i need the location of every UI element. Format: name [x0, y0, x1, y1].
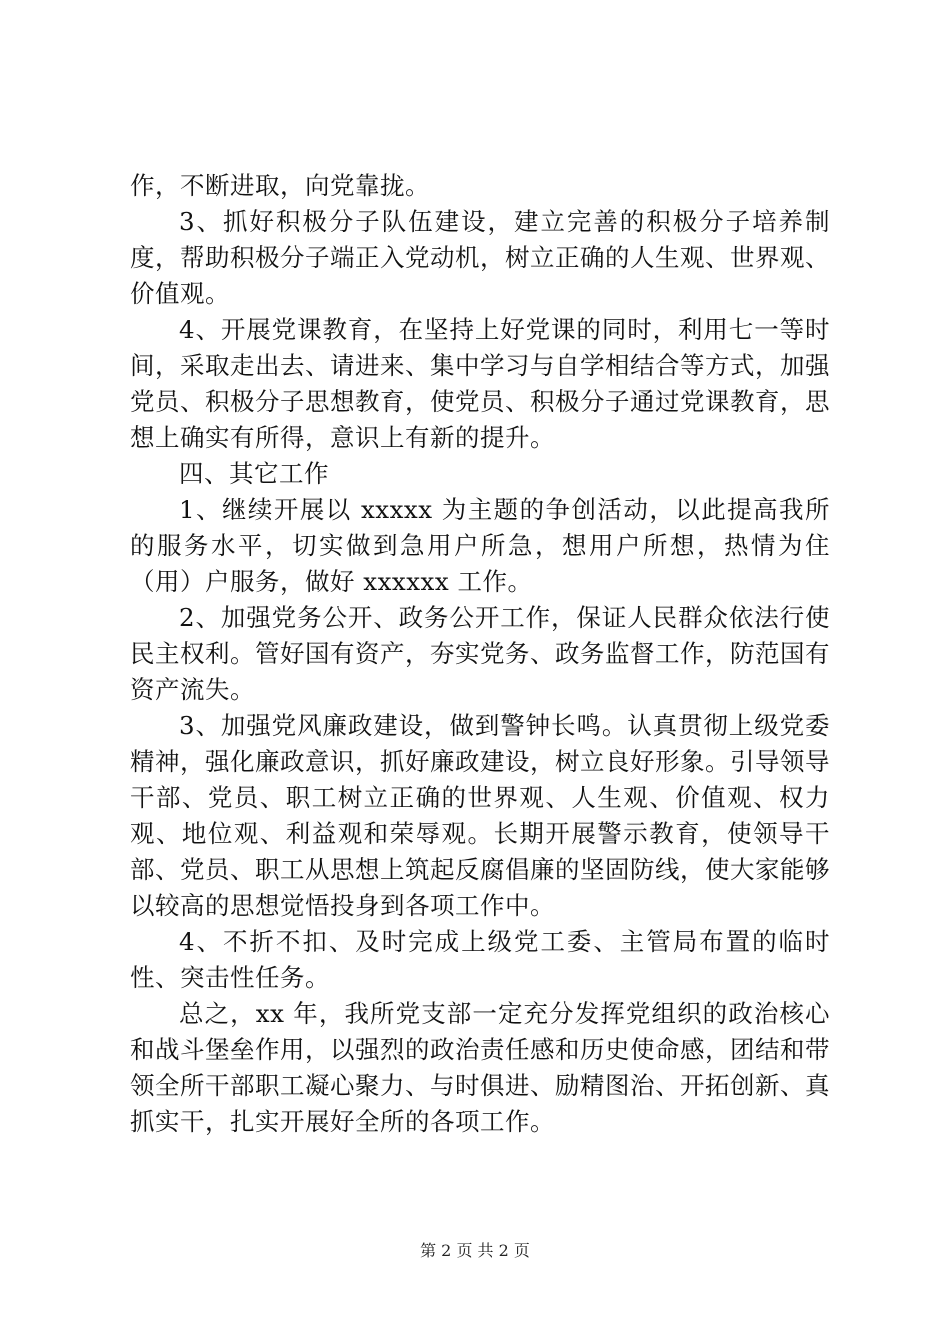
paragraph-open-affairs: 2、加强党务公开、政务公开工作，保证人民群众依法行使民主权利。管好国有资产，夯实党务、政务监督工作，防范国有资产流失。: [130, 603, 830, 704]
paragraph-clean-government: 3、加强党风廉政建设，做到警钟长鸣。认真贯彻上级党委精神，强化廉政意识，抓好廉政建设，树立良好形象。引导领导干部、党员、职工树立正确的世界观、人生观、价值观、权力观、地位观、利益观和荣辱观。长期开展警示教育，使领导干部、党员、职工从思想上筑起反腐倡廉的坚固防线，使大家能够以较高的思想觉悟投身到各项工作中。: [130, 711, 830, 920]
document-body: [130, 168, 830, 1140]
paragraph-summary: 总之，xx 年，我所党支部一定充分发挥党组织的政治核心和战斗堡垒作用，以强烈的政治责任感和历史使命感，团结和带领全所干部职工凝心聚力、与时俱进、励精图治、开拓创新、真抓实干，扎实开展好全所的各项工作。: [130, 999, 830, 1136]
paragraph-temporary-tasks: 4、不折不扣、及时完成上级党工委、主管局布置的临时性、突击性任务。: [130, 927, 830, 992]
paragraph-competition-activity: 1、继续开展以 xxxxx 为主题的争创活动，以此提高我所的服务水平，切实做到急用户所急，想用户所想，热情为住（用）户服务，做好 xxxxxx 工作。: [130, 495, 830, 596]
paragraph-activist-team: 3、抓好积极分子队伍建设，建立完善的积极分子培养制度，帮助积极分子端正入党动机，树立正确的人生观、世界观、价值观。: [130, 207, 830, 308]
section-heading-other-work: 四、其它工作: [179, 459, 329, 488]
page-number-footer: 第 2 页 共 2 页: [420, 1241, 530, 1260]
paragraph-continuation: 作，不断进取，向党靠拢。: [130, 171, 430, 200]
paragraph-party-lessons: 4、开展党课教育，在坚持上好党课的同时，利用七一等时间，采取走出去、请进来、集中学习与自学相结合等方式，加强党员、积极分子思想教育，使党员、积极分子通过党课教育，思想上确实有所得，意识上有新的提升。: [130, 315, 830, 452]
